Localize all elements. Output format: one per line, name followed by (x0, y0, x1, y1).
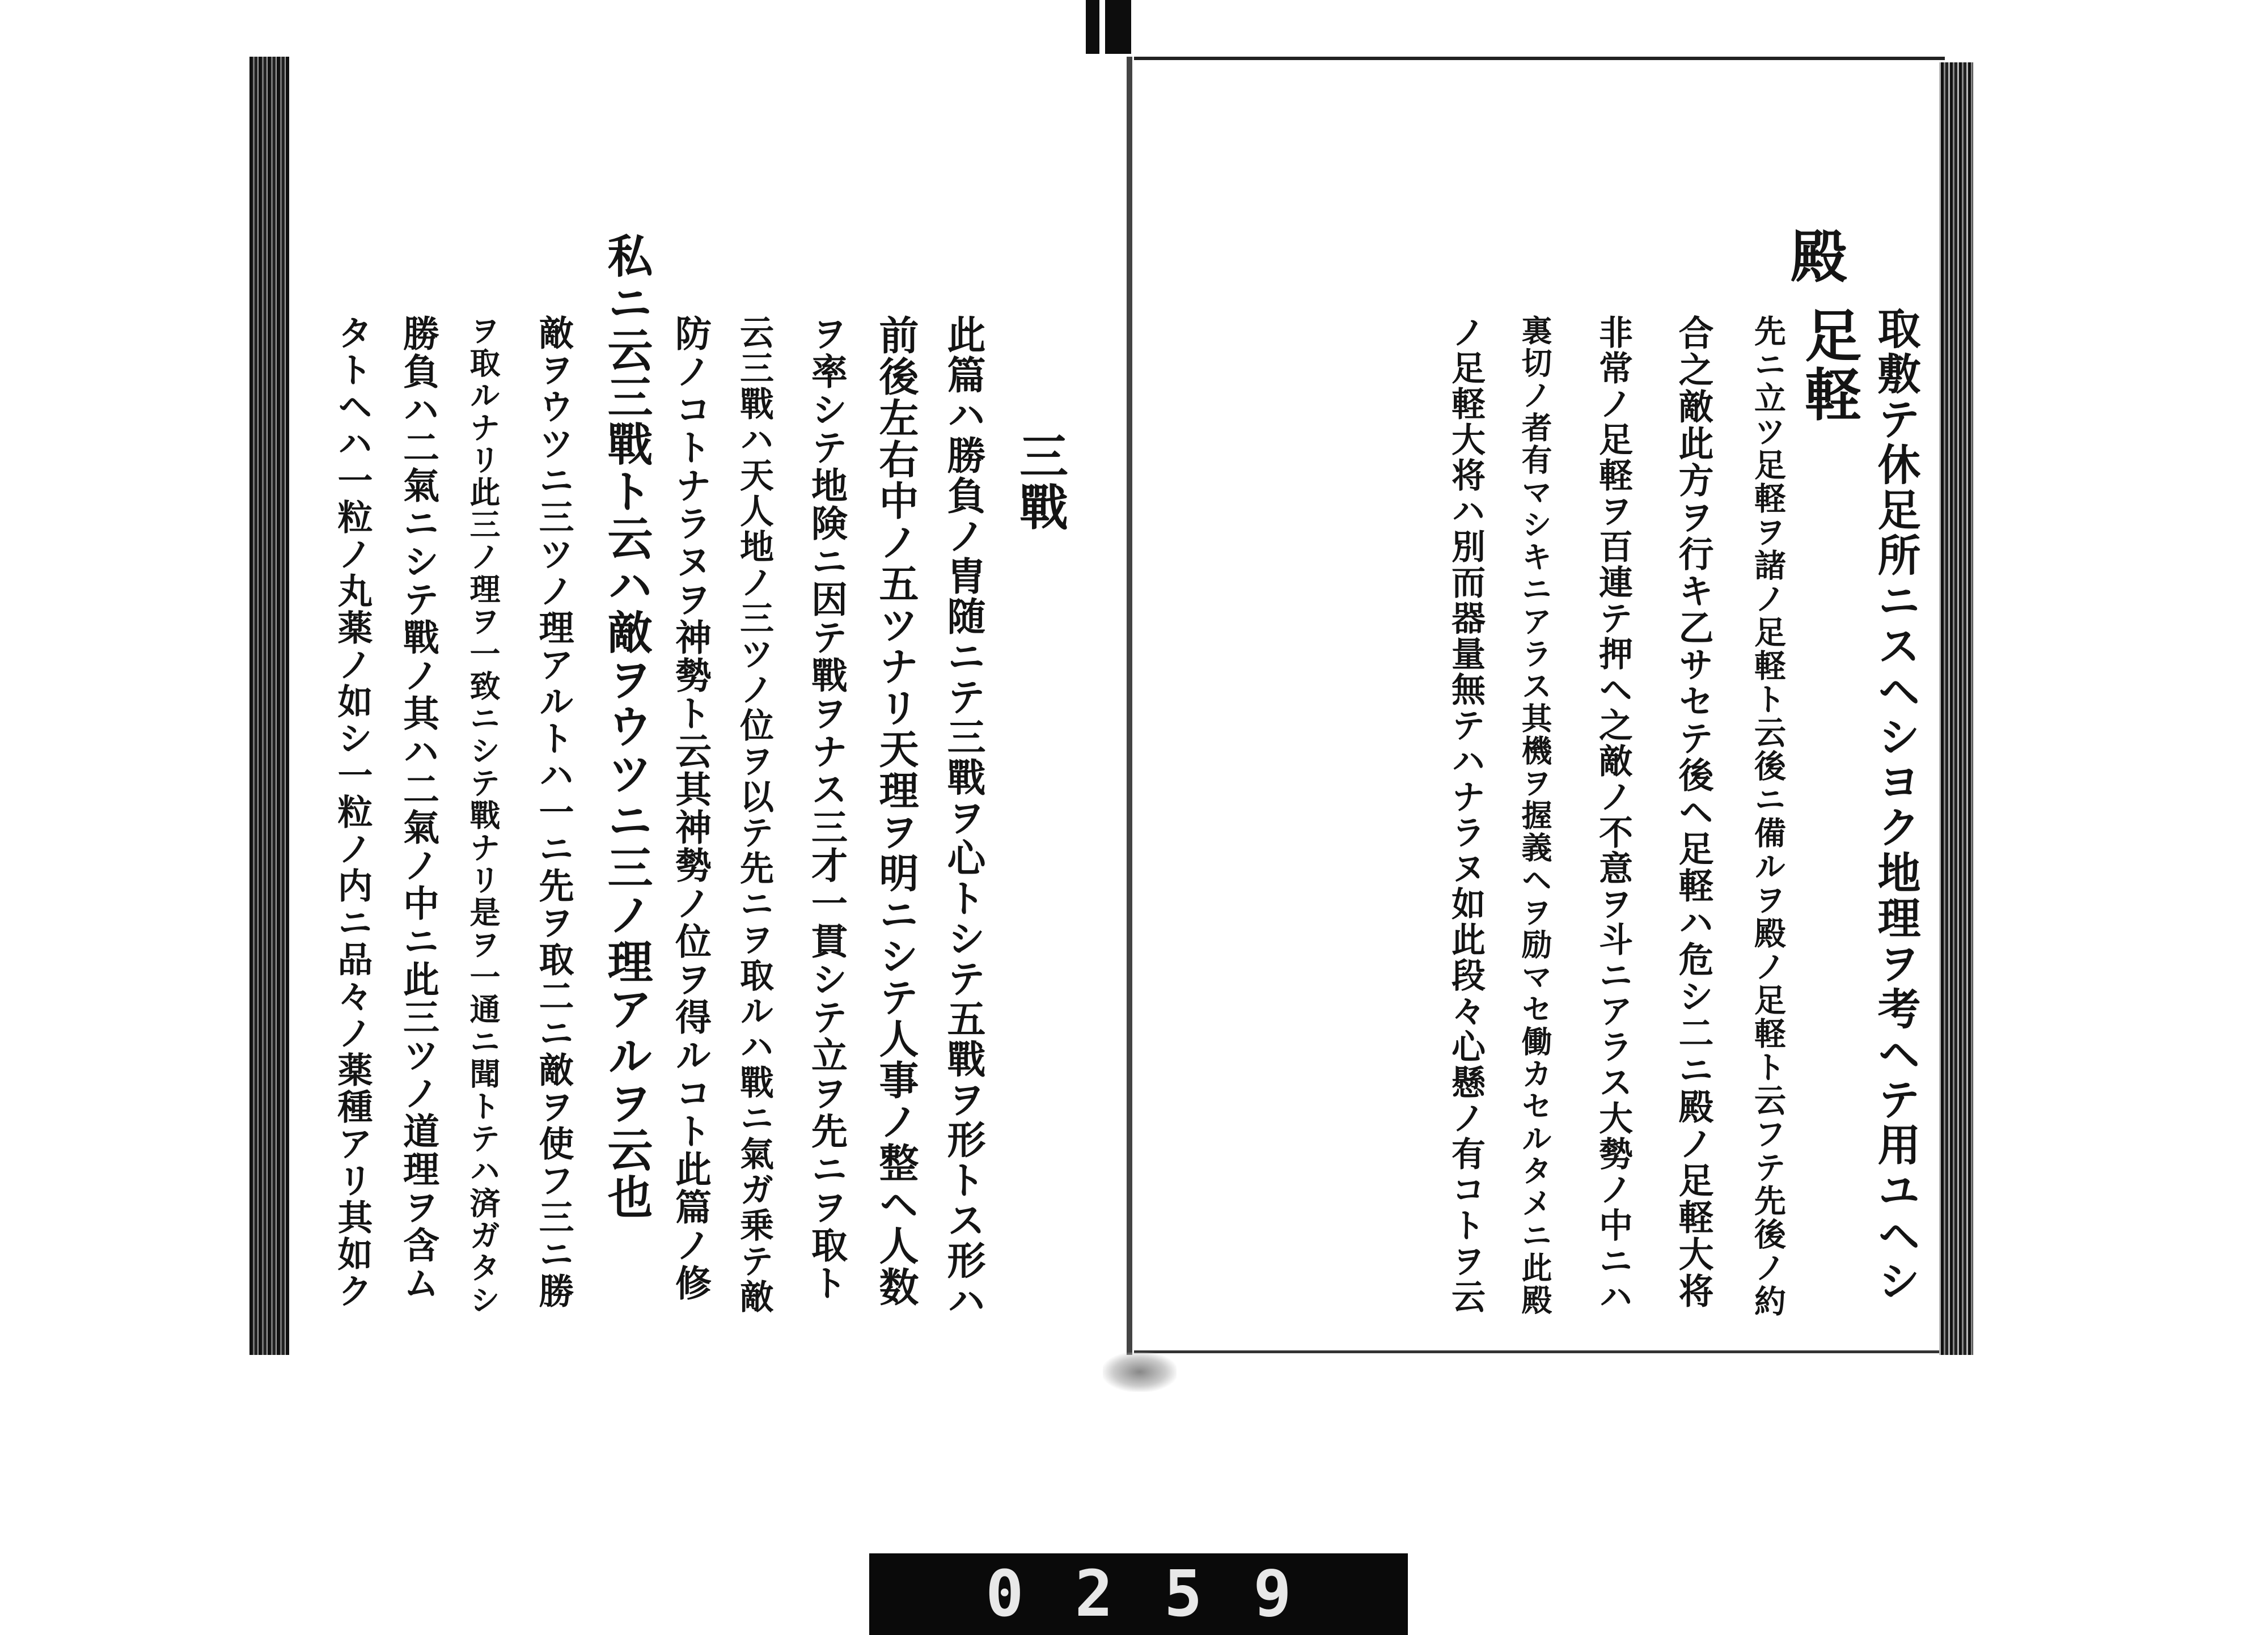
left-page-line: ヲ取ルナリ此三ノ理ヲ一致ニシテ戰ナリ是ヲ一通ニ聞トテハ済ガタシ (465, 315, 501, 1316)
right-page (1108, 57, 1999, 1355)
left-page-line: 此篇ハ勝負ノ胄随ニテ三戰ヲ心トシテ五戰ヲ形トス形ハ (941, 315, 986, 1321)
right-page-line: 先ニ立ツ足軽ヲ諸ノ足軽ト云後ニ備ルヲ殿ノ足軽ト云フテ先後ノ約 (1749, 315, 1787, 1318)
right-page-subheading: 足軽 (1795, 306, 1862, 424)
right-page-line: 裏切ノ者有マシキニアラス其機ヲ握義ヘヲ励マセ働カセルタメニ此殿 (1517, 315, 1553, 1316)
left-page-line: 防ノコトナラヌヲ神勢ト云其神勢ノ位ヲ得ルコト此篇ノ修 (669, 315, 712, 1302)
right-page-heading: 殿 (1781, 227, 1848, 286)
left-page-line: タトヘハ一粒ノ丸薬ノ如シ一粒ノ内ニ品々ノ薬種アリ其如ク (332, 315, 373, 1310)
left-page-line: 前後左右中ノ五ツナリ天理ヲ明ニシテ人事ノ整ヘ人数 (873, 315, 920, 1308)
left-page-line: 私ニ云三戰ト云ハ敵ヲウツニ三ノ理アルヲ云也 (600, 232, 653, 1221)
right-page-top-edge (1134, 57, 1945, 60)
left-page-line: 敵ヲウツニ三ツノ理アルトハ一ニ先ヲ取二ニ敵ヲ使フ三ニ勝 (533, 315, 574, 1310)
catalogue-number-stamp (869, 1553, 1408, 1635)
right-page-line: 合之敵此方ヲ行キ乙サセテ後ヘ足軽ハ危シ二ニ殿ノ足軽大将 (1673, 315, 1714, 1310)
left-page-line: ヲ率シテ地険ニ因テ戰ヲナス三才一貫シテ立ヲ先ニヲ取ト (805, 315, 848, 1302)
right-page-line: ノ足軽大将ハ別而器量無テハナラヌ如此段々心懸ノ有コトヲ云 (1446, 315, 1486, 1315)
left-page-line: 勝負ハ二氣ニシテ戰ノ其ハ二氣ノ中ニ此三ツノ道理ヲ含ム (397, 315, 439, 1302)
catalogue-number: 0259 (985, 1557, 1343, 1631)
left-page-line: 云三戰ハ天人地ノ三ツノ位ヲ以テ先ニヲ取ルハ戰ニ氣ガ乗テ敵 (734, 315, 774, 1315)
right-page-bottom-edge (1134, 1350, 1945, 1353)
right-page-line: 取敷テ休足所ニスヘシヨク地理ヲ考ヘテ用ユヘシ (1871, 306, 1921, 1304)
right-page-line: 非常ノ足軽ヲ百連テ押ヘ之敵ノ不意ヲ斗ニアラス大勢ノ中ニハ (1593, 315, 1633, 1315)
left-page-edge (249, 57, 289, 1355)
left-page-heading: 三戰 (1011, 431, 1068, 533)
right-page-side-edge (1939, 62, 1973, 1355)
binding-smudge (1103, 1352, 1177, 1392)
right-page-gutter (1127, 57, 1132, 1355)
top-binding-clip (1086, 0, 1131, 54)
